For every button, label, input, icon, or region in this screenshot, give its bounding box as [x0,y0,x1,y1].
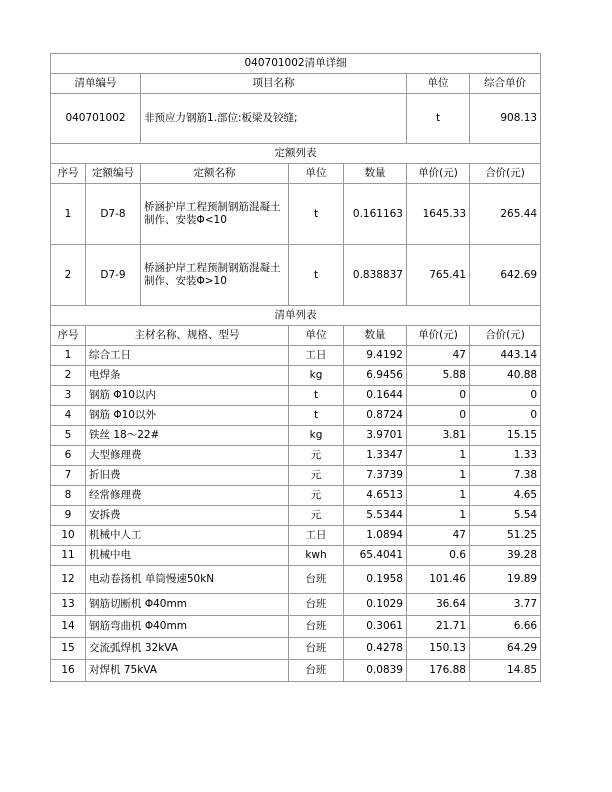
bill-detail-table [50,53,541,682]
quota-no: 2 [51,245,86,306]
material-price: 0 [407,406,470,426]
material-no: 6 [51,446,86,466]
material-unit: 工日 [289,526,344,546]
bill-name: 非预应力钢筋1.部位:板梁及铰缝; [141,94,407,144]
material-unit: 元 [289,506,344,526]
quota-qty: 0.838837 [344,245,407,306]
material-unit: 元 [289,446,344,466]
quota-code: D7-9 [86,245,141,306]
bill-code: 040701002 [51,94,141,144]
material-unit: 台班 [289,638,344,660]
bill-price: 908.13 [470,94,541,144]
material-name: 钢筋弯曲机 Φ40mm [86,616,289,638]
material-no: 5 [51,426,86,446]
quota-price: 765.41 [407,245,470,306]
material-no: 10 [51,526,86,546]
material-name: 机械中人工 [86,526,289,546]
material-total: 14.85 [470,660,541,682]
material-no: 8 [51,486,86,506]
material-qty: 9.4192 [344,346,407,366]
quota-total: 642.69 [470,245,541,306]
bill-name-header: 项目名称 [141,74,407,94]
quota-col-price: 单价(元) [407,164,470,184]
material-total: 64.29 [470,638,541,660]
quota-col-code: 定额编号 [86,164,141,184]
material-total: 6.66 [470,616,541,638]
quota-col-name: 定额名称 [141,164,289,184]
quota-name: 桥涵护岸工程预制钢筋混凝土制作、安装Φ>10 [141,245,289,306]
material-qty: 0.1958 [344,566,407,594]
material-total: 5.54 [470,506,541,526]
quota-row [51,184,541,245]
bill-unit-header: 单位 [407,74,470,94]
material-total: 15.15 [470,426,541,446]
material-row [51,566,541,594]
material-qty: 5.5344 [344,506,407,526]
material-no: 2 [51,366,86,386]
material-unit: 台班 [289,566,344,594]
material-row [51,426,541,446]
quota-name: 桥涵护岸工程预制钢筋混凝土制作、安装Φ<10 [141,184,289,245]
quota-price: 1645.33 [407,184,470,245]
material-col-name: 主材名称、规格、型号 [86,326,289,346]
bill-row [51,94,541,144]
material-no: 14 [51,616,86,638]
material-total: 0 [470,406,541,426]
material-total: 7.38 [470,466,541,486]
material-price: 1 [407,506,470,526]
material-price: 0.6 [407,546,470,566]
material-row [51,386,541,406]
material-row [51,506,541,526]
material-qty: 0.3061 [344,616,407,638]
bill-header-row [51,74,541,94]
material-no: 7 [51,466,86,486]
quota-total: 265.44 [470,184,541,245]
material-unit: 元 [289,486,344,506]
material-total: 0 [470,386,541,406]
material-name: 机械中电 [86,546,289,566]
material-qty: 3.9701 [344,426,407,446]
material-no: 9 [51,506,86,526]
material-unit: t [289,406,344,426]
material-unit: kwh [289,546,344,566]
material-total: 1.33 [470,446,541,466]
material-row [51,446,541,466]
material-col-qty: 数量 [344,326,407,346]
material-no: 15 [51,638,86,660]
material-name: 大型修理费 [86,446,289,466]
quota-unit: t [289,245,344,306]
material-name: 钢筋切断机 Φ40mm [86,594,289,616]
material-total: 3.77 [470,594,541,616]
material-qty: 0.0839 [344,660,407,682]
material-qty: 6.9456 [344,366,407,386]
quota-no: 1 [51,184,86,245]
bill-unit: t [407,94,470,144]
material-no: 11 [51,546,86,566]
material-qty: 0.1644 [344,386,407,406]
material-total: 39.28 [470,546,541,566]
material-price: 0 [407,386,470,406]
material-col-no: 序号 [51,326,86,346]
material-name: 经常修理费 [86,486,289,506]
material-qty: 0.1029 [344,594,407,616]
quota-col-unit: 单位 [289,164,344,184]
material-name: 电焊条 [86,366,289,386]
material-price: 47 [407,526,470,546]
material-price: 150.13 [407,638,470,660]
material-price: 1 [407,466,470,486]
quota-code: D7-8 [86,184,141,245]
bill-code-header: 清单编号 [51,74,141,94]
material-no: 4 [51,406,86,426]
material-col-price: 单价(元) [407,326,470,346]
material-row [51,638,541,660]
material-row [51,526,541,546]
material-unit: 工日 [289,346,344,366]
material-row [51,660,541,682]
material-col-total: 合价(元) [470,326,541,346]
material-row [51,466,541,486]
material-row [51,616,541,638]
material-header-row [51,326,541,346]
material-unit: 台班 [289,616,344,638]
material-qty: 65.4041 [344,546,407,566]
material-qty: 7.3739 [344,466,407,486]
material-qty: 1.3347 [344,446,407,466]
material-total: 443.14 [470,346,541,366]
material-price: 101.46 [407,566,470,594]
material-price: 1 [407,446,470,466]
material-list [51,346,541,682]
material-name: 折旧费 [86,466,289,486]
material-price: 3.81 [407,426,470,446]
material-price: 21.71 [407,616,470,638]
material-unit: kg [289,366,344,386]
material-no: 1 [51,346,86,366]
material-row [51,594,541,616]
material-total: 4.65 [470,486,541,506]
material-section-title: 清单列表 [51,306,541,326]
material-unit: 台班 [289,660,344,682]
quota-row [51,245,541,306]
material-price: 1 [407,486,470,506]
bill-price-header: 综合单价 [470,74,541,94]
sheet-title: 040701002清单详细 [51,54,541,74]
material-row [51,366,541,386]
material-qty: 0.4278 [344,638,407,660]
material-row [51,546,541,566]
quota-unit: t [289,184,344,245]
material-total: 40.88 [470,366,541,386]
material-name: 钢筋 Φ10以外 [86,406,289,426]
material-name: 对焊机 75kVA [86,660,289,682]
quota-qty: 0.161163 [344,184,407,245]
material-no: 16 [51,660,86,682]
material-price: 36.64 [407,594,470,616]
material-unit: 元 [289,466,344,486]
material-name: 钢筋 Φ10以内 [86,386,289,406]
material-total: 51.25 [470,526,541,546]
material-row [51,486,541,506]
material-row [51,406,541,426]
material-name: 交流弧焊机 32kVA [86,638,289,660]
material-unit: 台班 [289,594,344,616]
material-price: 47 [407,346,470,366]
material-unit: kg [289,426,344,446]
material-price: 5.88 [407,366,470,386]
quota-col-qty: 数量 [344,164,407,184]
material-name: 综合工日 [86,346,289,366]
material-price: 176.88 [407,660,470,682]
material-qty: 1.0894 [344,526,407,546]
material-name: 铁丝 18～22# [86,426,289,446]
material-no: 12 [51,566,86,594]
material-total: 19.89 [470,566,541,594]
quota-col-no: 序号 [51,164,86,184]
material-name: 电动卷扬机 单筒慢速50kN [86,566,289,594]
material-no: 13 [51,594,86,616]
material-qty: 0.8724 [344,406,407,426]
material-qty: 4.6513 [344,486,407,506]
material-unit: t [289,386,344,406]
material-row [51,346,541,366]
material-name: 安拆费 [86,506,289,526]
quota-col-total: 合价(元) [470,164,541,184]
material-col-unit: 单位 [289,326,344,346]
material-no: 3 [51,386,86,406]
quota-header-row [51,164,541,184]
quota-section-title: 定额列表 [51,144,541,164]
